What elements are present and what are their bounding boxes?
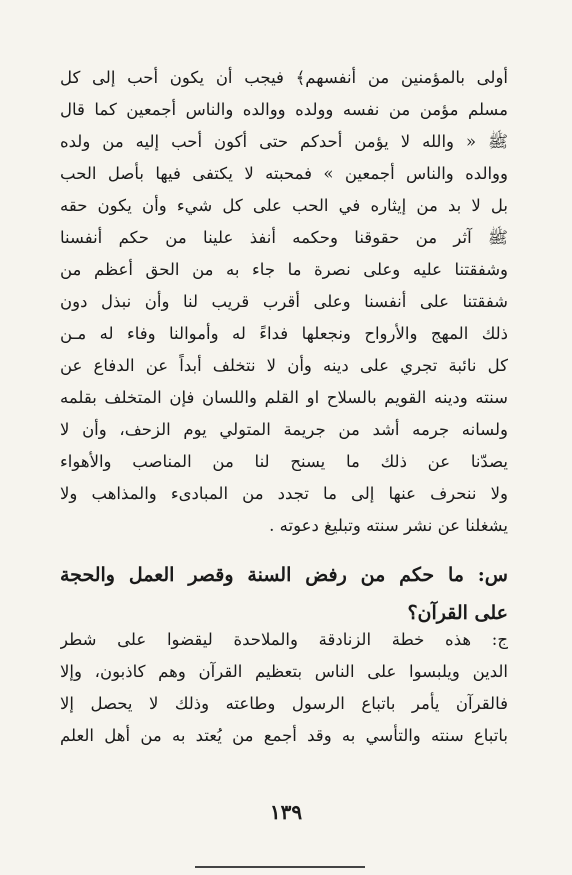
text-line: يصدّنا عن ذلك ما يسنح لنا من المناصب والأهواء [60,452,508,471]
text-line: يشغلنا عن نشر سنته وتبليغ دعوته . [269,516,508,535]
text-line: الدين ويلبسوا على الناس بتعظيم القرآن وهم كاذبون، وإلا [60,662,508,681]
text-line: باتباع سنته والتأسي به وقد أجمع من يُعتد به من أهل العلم [60,726,508,745]
text-line: ذلك المهج والأرواح ونجعلها فداءً له وأموالنا وفاء له مـن [60,324,508,343]
question-line: س: ما حكم من رفض السنة وقصر العمل والحجة [60,564,508,586]
text-line: فالقرآن يأمر باتباع الرسول وطاعته وذلك لا يحصل إلا [60,694,508,713]
text-line: شفقتنا على أنفسنا وعلى أقرب قريب لنا وأن نبذل دون [60,292,508,311]
text-line: ولا ننحرف عنها إلى ما تجدد من المبادىء والمذاهب ولا [60,484,508,503]
question-heading [60,556,508,632]
text-line: ووالده والناس أجمعين » فمحبته لا يكتفى فيها بأصل الحب [60,164,508,183]
text-line: ﷺ آثر من حقوقنا وحكمه أنفذ علينا من حكم أنفسنا [60,228,508,247]
text-line: ﷺ « والله لا يؤمن أحدكم حتى أكون أحب إليه من ولده [60,132,508,151]
bottom-divider [195,866,365,868]
text-line: مسلم مؤمن من نفسه وولده ووالده والناس أجمعين كما قال [60,100,508,119]
text-line: ج: هذه خطة الزنادقة والملاحدة ليقضوا على شطر [60,630,508,649]
text-line: سنته ودينه القويم بالسلاح او القلم واللسان فإن المتخلف بقلمه [60,388,508,407]
text-line: أولى بالمؤمنين من أنفسهم﴾ فيجب أن يكون أحب إلى كل [60,68,508,87]
text-line: بل لا بد من إيثاره في الحب على كل شيء وأن يكون حقه [60,196,508,215]
body-paragraph-1 [60,62,508,542]
page-number: ١٣٩ [269,800,303,824]
text-line: ولسانه جرمه أشد من جريمة المتولي يوم الزحف، وأن لا [60,420,508,439]
text-line: كل نائبة تجري على دينه وأن لا نتخلف أبداً عن الدفاع عن [60,356,508,375]
question-line: على القرآن؟ [407,602,508,624]
answer-paragraph [60,624,508,752]
text-line: وشفقتنا عليه وعلى نصرة ما جاء به من الحق أعظم من [60,260,508,279]
